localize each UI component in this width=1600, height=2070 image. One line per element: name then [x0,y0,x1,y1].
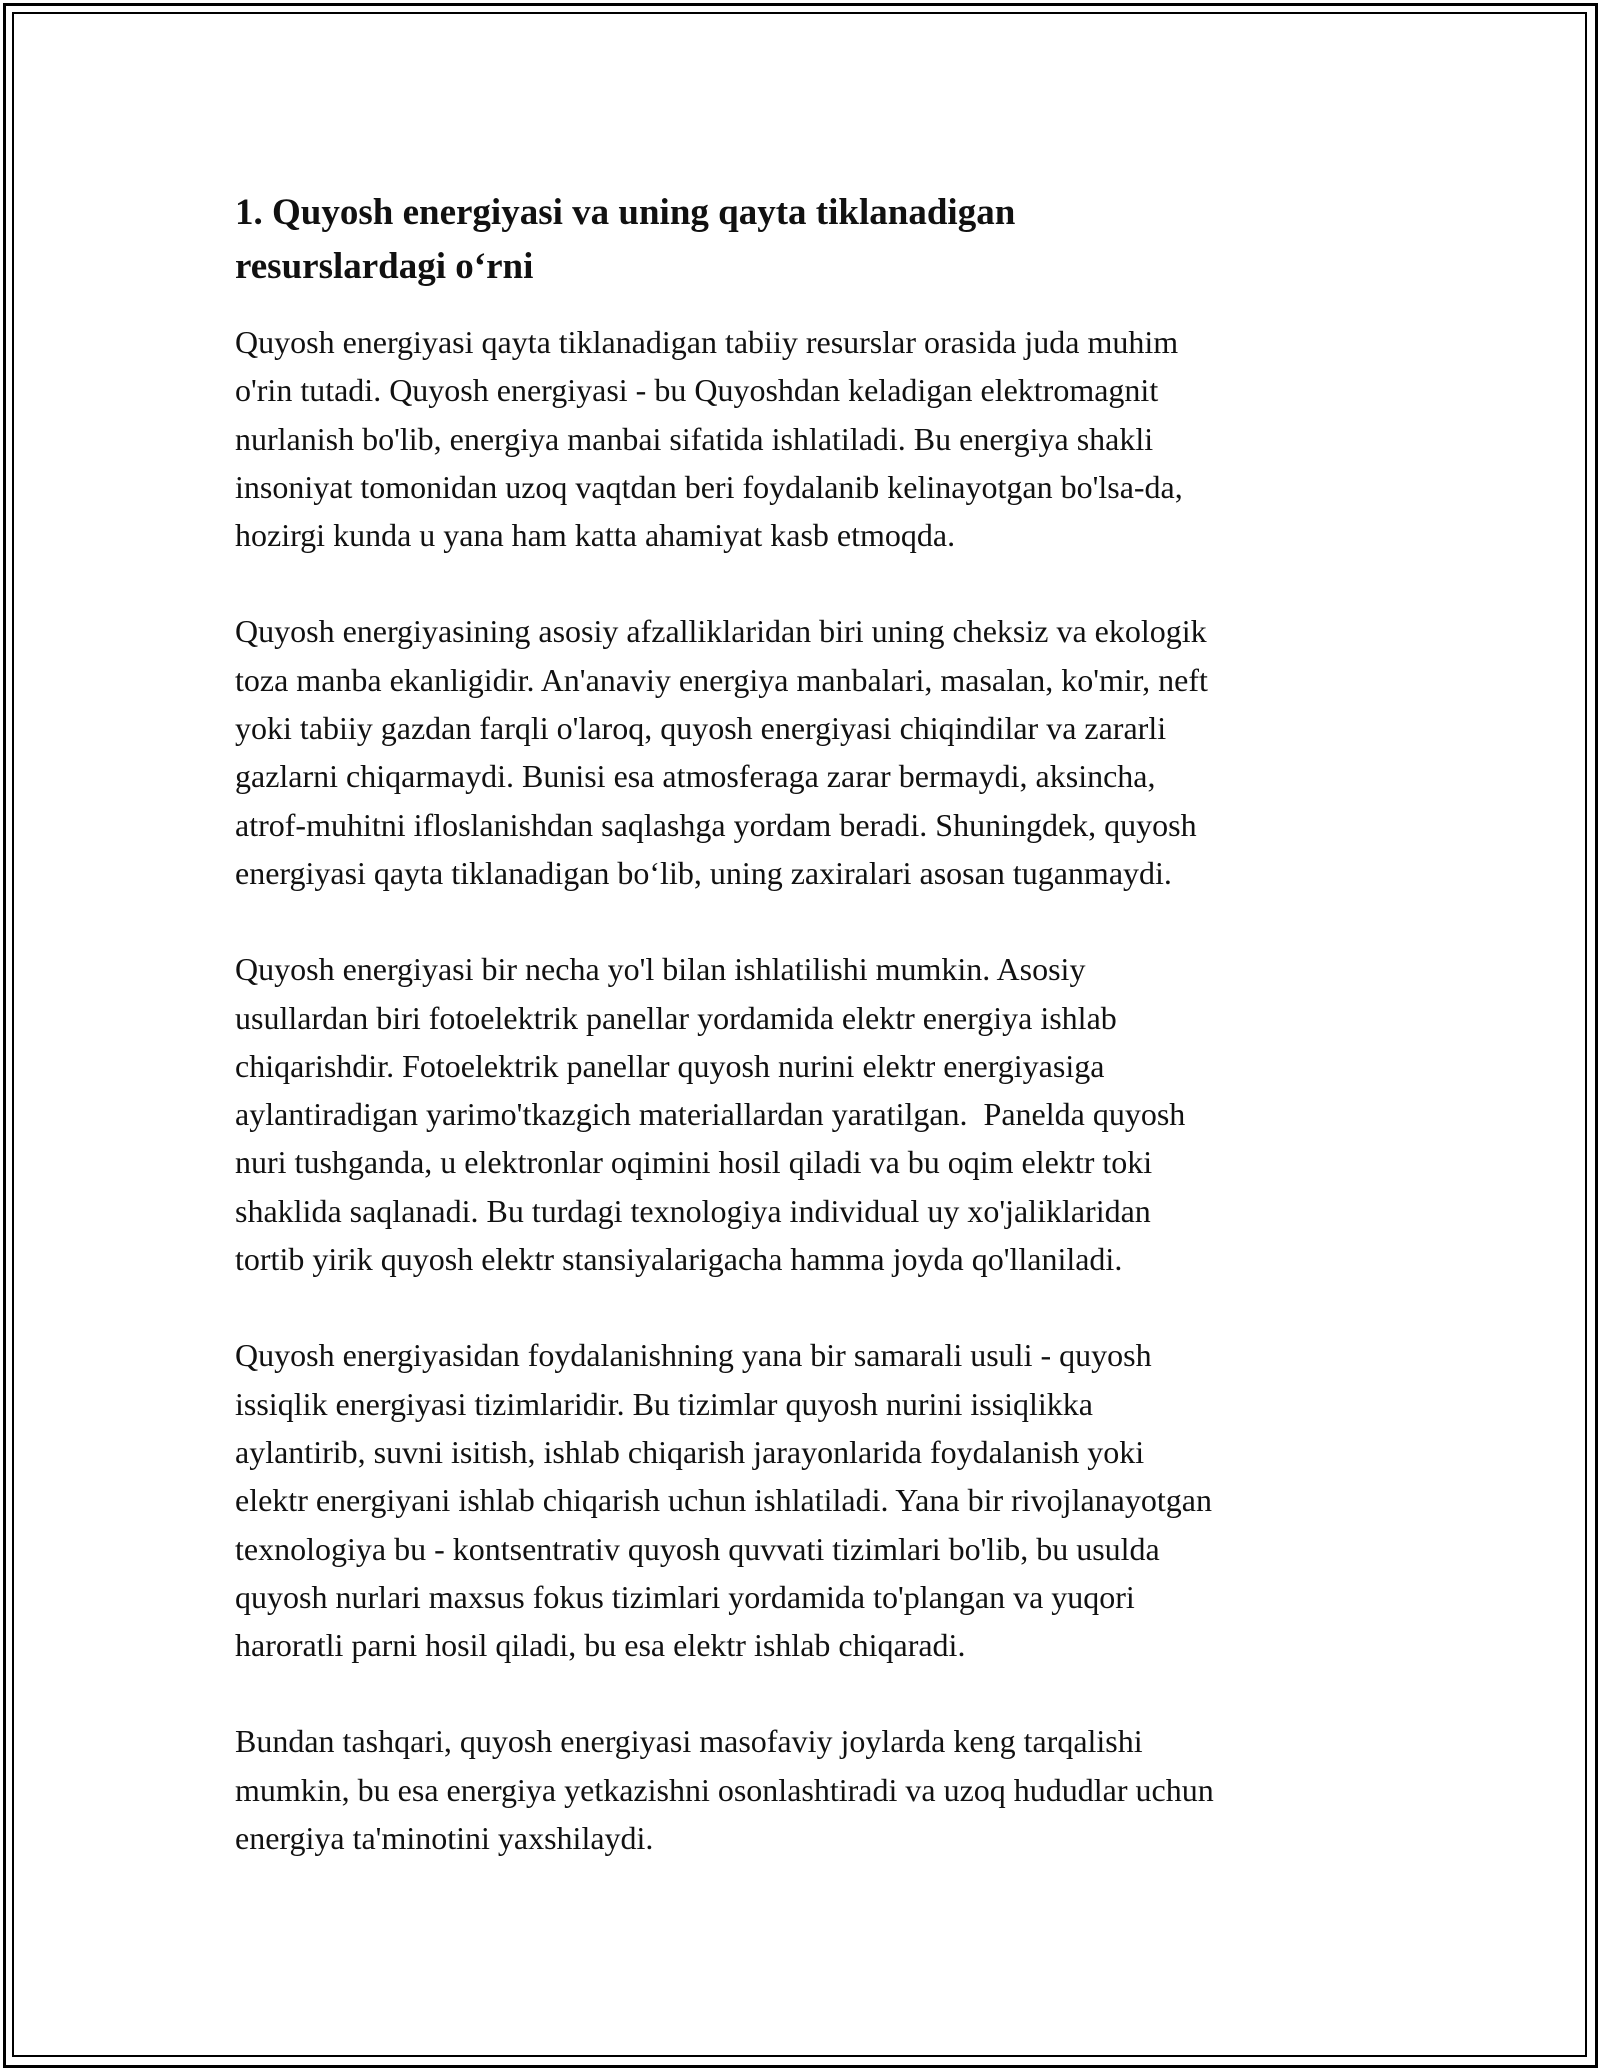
section-heading: 1. Quyosh energiyasi va uning qayta tiklanadigan resurslardagi o‘rni [235,192,1016,287]
paragraph-5: Bundan tashqari, quyosh energiyasi masofaviy joylarda keng tarqalishi mumkin, bu esa energiya yetkazishni osonlashtiradi va uzoq hududlar uchun energiya ta'minotini yaxshilaydi. [235,1723,1214,1857]
paragraph-3: Quyosh energiyasi bir necha yo'l bilan ishlatilishi mumkin. Asosiy usullardan biri fotoelektrik panellar yordamida elektr energiya ishlab chiqarishdir. Fotoelektrik panellar quyosh nurini elektr energiyasiga aylantiradigan yarimo'tkazgich materiallardan yaratilgan. Panelda quyosh nuri tushganda, u elektronlar oqimini hosil qiladi va bu oqim elektr toki shaklida saqlanadi. Bu turdagi texnologiya individual uy xo'jaliklaridan tortib yirik quyosh elektr stansiyalarigacha hamma joyda qo'llaniladi. [235,951,1186,1278]
document-body [235,186,1375,1910]
paragraph-2: Quyosh energiyasining asosiy afzalliklaridan biri uning cheksiz va ekologik toza manba ekanligidir. An'anaviy energiya manbalari, masalan, ko'mir, neft yoki tabiiy gazdan farqli o'laroq, quyosh energiyasi chiqindilar va zararli gazlarni chiqarmaydi. Bunisi esa atmosferaga zarar bermaydi, aksincha, atrof-muhitni ifloslanishdan saqlashga yordam beradi. Shuningdek, quyosh energiyasi qayta tiklanadigan bo‘lib, uning zaxiralari asosan tuganmaydi. [235,613,1208,891]
paragraph-4: Quyosh energiyasidan foydalanishning yana bir samarali usuli - quyosh issiqlik energiyasi tizimlaridir. Bu tizimlar quyosh nurini issiqlikka aylantirib, suvni isitish, ishlab chiqarish jarayonlarida foydalanish yoki elektr energiyani ishlab chiqarish uchun ishlatiladi. Yana bir rivojlanayotgan texnologiya bu - kontsentrativ quyosh quvvati tizimlari bo'lib, bu usulda quyosh nurlari maxsus fokus tizimlari yordamida to'plangan va yuqori haroratli parni hosil qiladi, bu esa elektr ishlab chiqaradi. [235,1337,1212,1664]
paragraph-1: Quyosh energiyasi qayta tiklanadigan tabiiy resurslar orasida juda muhim o'rin tutadi. Quyosh energiyasi - bu Quyoshdan keladigan elektromagnit nurlanish bo'lib, energiya manbai sifatida ishlatiladi. Bu energiya shakli insoniyat tomonidan uzoq vaqtdan beri foydalanib kelinayotgan bo'lsa-da, hozirgi kunda u yana ham katta ahamiyat kasb etmoqda. [235,324,1183,554]
